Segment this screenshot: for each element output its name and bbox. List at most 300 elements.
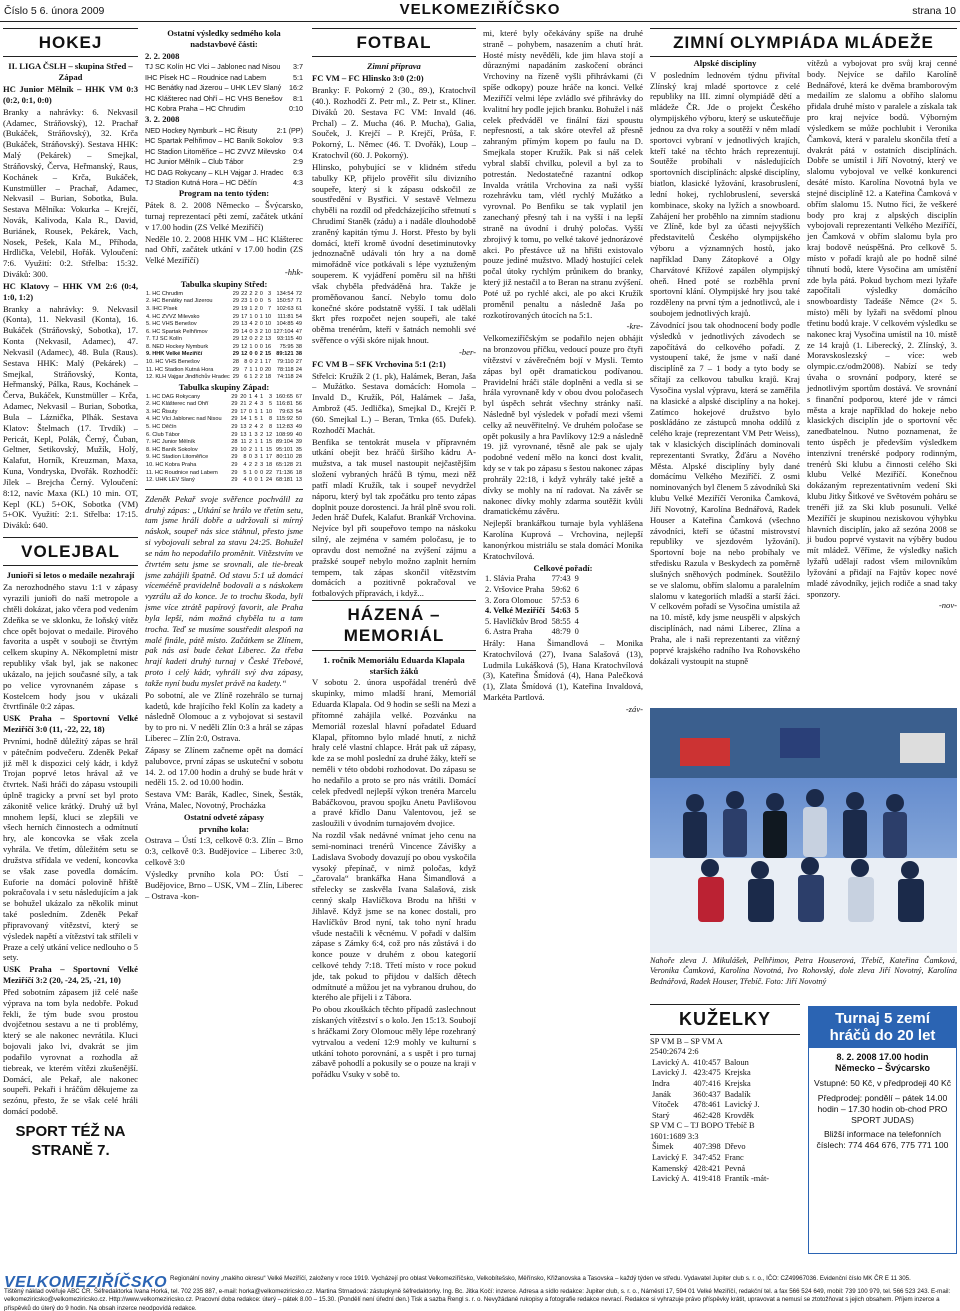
table-stred-cell: 40 <box>295 336 302 343</box>
table-zapad-cell: 2 <box>248 439 253 446</box>
table-stred-cell: 29 <box>232 321 240 328</box>
bowling-cell: Kamenský <box>652 1163 688 1173</box>
promo-heading <box>809 1007 956 1048</box>
standings-row <box>483 627 581 638</box>
table-stred-cell: 12. KLH Vajgar Jindřichův Hradec <box>146 374 230 381</box>
olympics-subtitle: Alpské disciplíny <box>693 58 757 68</box>
bowling-cell: 360:437 <box>693 1089 721 1099</box>
standings-cell: 4. Velké Meziříčí <box>485 606 545 616</box>
table-zapad-cell: 29 <box>231 431 238 438</box>
table-stred-cell: 2 <box>254 290 258 297</box>
table-zapad-cell: 8 <box>243 454 247 461</box>
results2-match: HC Spartak Pelhřimov – HC Baník Sokolov <box>145 136 283 146</box>
bowling-result1: 2540:2674 2:6 <box>650 1047 699 1057</box>
table-stred-cell: 29 <box>232 351 240 358</box>
bowling-row <box>650 1153 771 1164</box>
table-stred-cell: 2 <box>259 351 263 358</box>
results2-match: HC Junior Mělník – Club Tábor <box>145 157 244 167</box>
table-stred-cell: 29 <box>232 313 240 320</box>
results2-score: 2:9 <box>293 157 303 167</box>
standings-cell: 54:63 <box>551 606 571 616</box>
results2-score: 0:4 <box>293 146 303 156</box>
bowling-section <box>650 1004 800 1185</box>
table-stred-cell: 4. HC ZVVZ Milevsko <box>146 313 200 320</box>
promo-entry: Vstupné: 50 Kč, v předprodeji 40 Kč <box>813 1078 952 1089</box>
table-stred-cell: 1 <box>249 343 253 350</box>
bowling-table1 <box>650 1058 762 1121</box>
volleyball-para-4: USK Praha – Sportovní Velké Meziříčí 3:2 (20, -24, 25, -21, 10) <box>3 964 138 986</box>
table-zapad-cell: 1 <box>248 393 253 400</box>
standings-cell: 2. Vršovice Praha <box>485 584 545 594</box>
football-para-9: 1. ročník Memoriálu Eduarda Klapala starších žáků <box>323 654 465 676</box>
masthead: VELKOMEZIŘÍČSKO <box>399 1 561 18</box>
table-stred-cell: 134:54 <box>276 290 294 297</box>
bowling-row <box>650 1111 762 1122</box>
olympics-title: ZIMNÍ OLYMPIÁDA MLÁDEŽE <box>650 28 957 57</box>
table-zapad-cell: 10 <box>265 408 273 415</box>
table-zapad-cell: 13 <box>295 477 302 484</box>
table-zapad-cell: 0 <box>254 477 258 484</box>
results2-score: 4:3 <box>293 177 303 187</box>
table-zapad-cell: 1 <box>248 431 253 438</box>
results1-match: IHC Písek HC – Roudnice nad Labem <box>145 72 267 82</box>
results2-row <box>145 168 303 178</box>
table-zapad-cell: 5 <box>243 469 247 476</box>
divider <box>145 489 303 490</box>
table-stred-cell: 0 <box>249 336 253 343</box>
table-zapad-row <box>145 401 303 409</box>
table-stred-cell: 10 <box>264 321 272 328</box>
table-stred-cell: 1 <box>249 313 253 320</box>
promo-date: 8. 2. 2008 17.00 hodin <box>836 1051 929 1062</box>
table-zapad-cell: 8 <box>269 416 273 423</box>
table-zapad-cell: 35 <box>295 446 302 453</box>
ski-team-photo <box>650 708 957 953</box>
table-stred-cell: 14 <box>241 328 248 335</box>
table-stred-cell: 24 <box>295 374 302 381</box>
table-stred-cell: 0 <box>249 328 253 335</box>
volleyball-para-0: Junioři si letos o medaile nezahrají <box>6 570 135 581</box>
table-stred-cell: 0 <box>254 298 258 305</box>
table-zapad-cell: 29 <box>231 469 238 476</box>
table-zapad-cell: 4 <box>254 424 258 431</box>
table-stred-cell: 5. HC VHS Benešov <box>146 321 197 328</box>
football-para-7: Benfika se tentokrát musela v přípravném utkání obejít bez hráčů širšího kádru A-mužstva, a tak musel nastoupit nejčastějším složení vybraných hráčů B týmu, mezi něž patří mladí Kružík, tak i soupeř nevydržel náporu, který byl tak zpočátku pro tento zápas doplnit pouze dorostenci. Ja hrál plně svou roli. Jeden hráč Dufek, Kalafut. Brankář Vrchovina. Nejvíce byl při soupeřovo tempo na náskoku silný, ale zejména v samém poločasu, je to opravdu dost nemožné na zvýšení zájmu a pražské soupeř nebylo možno zaplnit herním tempem, tak zápas skončil vítězstvím domácích a pozitivně pokračoval ve fotbalových přípravách, i když... <box>312 436 476 599</box>
table-zapad-cell: 7. HC Junior Mělník <box>146 439 196 446</box>
table-stred-cell: 2 <box>249 290 253 297</box>
table-zapad-row <box>145 432 303 440</box>
table-stred-cell: 23 <box>241 298 248 305</box>
table-stred-cell: 78:118 <box>276 366 294 373</box>
hockey-para-1: HC Junior Mělník – HHK VM 0:3 (0:2, 0:1, 0:0) <box>3 84 138 105</box>
table-stred-cell: 54 <box>295 313 302 320</box>
football-para-2: Branky: F. Pokorný 2 (30., 89.), Kratochvíl (40.). Rozhodčí Z. Petr ml., Z. Petr st., Kliner. Diváků 20. Sestava FC VM: Invald (46. Prchal) – Z. Mucha (46. P. Mucha), Galia, Souček, J. Krejčí – P. Krejčí, Průša, F. Pokorný, L. Němec (46. T. Dvořák), Loup – Kratochvíl (60. J. Pokorný). <box>312 85 476 161</box>
table-zapad-row <box>145 424 303 432</box>
results1-match: TJ SC Kolín HC Vlci – Jablonec nad Nisou <box>145 62 281 72</box>
table-stred-cell: 6. HC Spartak Pelhřimov <box>146 328 208 335</box>
table-stred-row <box>145 359 303 367</box>
table-zapad-cell: 24 <box>265 477 273 484</box>
olympics-col-a <box>650 58 800 667</box>
table-zapad-cell: 1 <box>248 469 253 476</box>
table-stred-cell: 1 <box>254 366 258 373</box>
table-zapad-cell: 1 <box>260 454 264 461</box>
table-zapad-cell: 29 <box>231 424 238 431</box>
table-zapad-cell: 28 <box>295 454 302 461</box>
bowling-cell: 478:461 <box>693 1100 721 1110</box>
table-stred-cell: 150:57 <box>276 298 294 305</box>
bowling-cell: Starý <box>652 1110 670 1120</box>
footer-logo: VELKOMEZIŘÍČSKO <box>4 1274 168 1291</box>
table-zapad-cell: 5 <box>269 401 273 408</box>
table-zapad-cell: 1. HC DAG Rokycany <box>146 393 201 400</box>
table-stred-cell: 3 <box>254 328 258 335</box>
table-stred-cell: 8. NED Hockey Nymburk <box>146 343 209 350</box>
results2-row <box>145 178 303 188</box>
sport-page7-note: SPORT TÉŽ NA STRANĚ 7. <box>15 1122 126 1159</box>
table-stred-cell: 1 <box>249 298 253 305</box>
standings-cell: 4 <box>574 616 579 626</box>
table-stred-cell: 2 <box>254 321 258 328</box>
page-footer <box>0 1272 960 1311</box>
football-para-10: V sobotu 2. února uspořádal trenérů dvě skupinky, mimo mladší hraní, Memoriál Eduarda Klapala. Od 9 hodin se sešli na Mezi a přítomné zahájila velké. Pozvánku na Memoriál rozeslal hlavní pořadatel Eduard Klapal, přítomno bylo mladé hnutí, z nichž hraly celé vlastní chlapce. Hrát pak už zápasy, kde za se mohl poslední za druhé žáky, kteří se neměli v této obdobi rozhodovat. Do zápasu se ho nedařilo a proto se pro nás vrátili. Domácí celek předvedl nejlepší výkon trenéra Marcelu Babáčkovou, pravou spojku Anetu Pavlišovou a pravé křídlo Danu Valentovou, jež se zasloužili v úvodním turnajovém dvojice. <box>312 677 476 829</box>
bowling-row <box>650 1164 771 1175</box>
table-zapad-row <box>145 439 303 447</box>
results2-row <box>145 136 303 146</box>
table-stred-cell: 11. HC Stadion Kutná Hora <box>146 366 214 373</box>
table-zapad-row <box>145 409 303 417</box>
results2-row <box>145 157 303 167</box>
table-stred-row <box>145 306 303 314</box>
table-zapad-cell: 0 <box>248 408 253 415</box>
standings-cell: 58:55 <box>551 616 571 626</box>
table-zapad-cell: 2 <box>254 462 258 469</box>
table-stred-row <box>145 374 303 382</box>
table-zapad-cell: 11 <box>240 439 247 446</box>
table-zapad-cell: 6. Club Tábor <box>146 431 180 438</box>
football-para-6: Střelci: Kružík 2 (1. pk), Halámek, Beran, Jaša – Mužátko. Sestava domácích: Homola – Invald D., Kružík, Pól, Halámek – Jaša, Ambrož (45. Jedlička), Smejkal D., Krejčí P. (60. Smejkal L.) – Beran, Trnka (65. Dufek). Rozhodčí Machát. <box>312 370 476 435</box>
table-stred-cell: 29 <box>232 290 240 297</box>
table-stred-cell: 71 <box>295 298 302 305</box>
results2-row <box>145 147 303 157</box>
table-zapad-cell: 1 <box>248 416 253 423</box>
results1-row <box>145 83 303 93</box>
table-zapad-row <box>145 447 303 455</box>
table-stred-cell: 2 <box>254 374 258 381</box>
football-para-12: Po obou zkouškách těchto případů zaslechnout získaných vítězství s o kolo. Jen 15:13. Soubojí s hráčkami Zory Olomouc měly lépe rozehraný vytrvalou a vedení 12:9 mohly ve kulturní s utkání tohoto porovnání, a s uspět i pro turnaj zábavě pohodlí a pokusily se o pouze na kraji v pořádku Vsuky v sobě to. <box>312 1004 476 1080</box>
table-zapad-cell: 2 <box>260 431 264 438</box>
table-zapad-cell: 1 <box>260 477 264 484</box>
bowling-cell: Janák <box>652 1089 672 1099</box>
table-stred-cell: 2 <box>254 336 258 343</box>
table-stred-cell: 29 <box>232 305 240 312</box>
table-stred-cell: 72 <box>295 290 302 297</box>
results1-match: HC Kobra Praha – HC Chrudim <box>145 103 246 113</box>
standings-cell: 59:62 <box>551 584 571 594</box>
table-zapad-cell: 1 <box>254 446 258 453</box>
results1-match: HC Klášterec nad Ohří – HC VHS Benešov <box>145 93 283 103</box>
table-zapad-cell: 4 <box>243 462 247 469</box>
bowling-result2: 1601:1689 3:3 <box>650 1131 699 1141</box>
volleyball-para-1: Za nerozhodného stavu 1:1 v zápasy vyrazili junioři do naší metropole a chtěli dokázat, jako včera pod vedením Zdeňka se ve sklonku, že loňský vítěz chce opět bojovat o medaile. Pirového favorita a uspět v souboji se čtvrtým celkem skupiny A. Někompletní mistr republiky však byl, jak se nakonec ukázalo, na jejich současné síly, a tak po velice vyrovnaném zápase s Kostelcem hody jsou v ukázali čtvrtfinále 0:2 zápas. <box>3 582 138 712</box>
table-zapad-cell: 29 <box>231 477 238 484</box>
standings-cell: 48:79 <box>551 627 571 637</box>
table-zapad-cell: 50 <box>295 416 302 423</box>
standings-cell: 5. Havlíčkův Brod <box>485 616 548 626</box>
table-stred-cell: 0 <box>254 351 258 358</box>
bowling-cell: Krejska <box>724 1068 751 1078</box>
table-stred-cell: 2 <box>254 359 258 366</box>
bowling-row <box>650 1090 762 1101</box>
table-stred-title: Tabulka skupiny Střed: <box>180 278 268 289</box>
table-zapad-cell: 8 <box>269 424 273 431</box>
table-stred-cell: 93:115 <box>276 336 294 343</box>
table-stred-cell: 29 <box>232 336 240 343</box>
table-stred-cell: 0 <box>249 359 253 366</box>
table-zapad-cell: 29 <box>231 401 238 408</box>
table-zapad-cell: 3 <box>269 393 273 400</box>
table-zapad-cell: 13 <box>240 424 247 431</box>
results1-score: 3:7 <box>293 62 303 72</box>
table-stred-cell: 13 <box>241 321 248 328</box>
table-stred-cell: 3 <box>268 290 272 297</box>
table-zapad-cell: 115:92 <box>276 416 293 423</box>
table-zapad-cell: 68:181 <box>275 477 293 484</box>
volleyball-title: VOLEJBAL <box>3 537 138 566</box>
table-zapad-row <box>145 470 303 478</box>
volley-cont-para-2: Zápasy se Zlínem začneme opět na domácí palubovce, první zápas se uskuteční v sobotu 14. 2. od 17.00 hodin a druhý se bude hrát v neděli 15. 2. od 10.00 hodin. <box>145 744 303 788</box>
football-para-1: FC VM – FC Hlinsko 3:0 (2:0) <box>312 73 424 84</box>
table-zapad-cell: 40 <box>295 431 302 438</box>
table-zapad-cell: 11. HC Roudnice nad Labem <box>146 469 218 476</box>
bowling-row <box>650 1058 762 1069</box>
table-zapad-cell: 54 <box>295 408 302 415</box>
table-zapad-cell: 89:104 <box>275 439 293 446</box>
table-stred-cell: 28 <box>232 359 240 366</box>
standings-cell: 9 <box>574 574 579 584</box>
results1-row <box>145 104 303 114</box>
standings-row <box>483 596 581 607</box>
program-text: Pátek 8. 2. 2008 Německo – Švýcarsko, turnaj reprezentací pěti zemí, začátek utkání v 17.00 hodin (ZS Velké Meziříčí) <box>145 200 303 232</box>
standings-cell: 5 <box>574 606 579 616</box>
table-stred-cell: 20 <box>264 366 272 373</box>
bowling-cell: Lavický A. <box>652 1174 690 1184</box>
table-zapad-cell: 1 <box>254 408 258 415</box>
table-zapad-cell: 2. HC Klášterec nad Ohří <box>146 401 209 408</box>
table-zapad-cell: 1 <box>260 393 264 400</box>
column-football <box>312 28 476 1268</box>
results1-row <box>145 73 303 83</box>
football-para-4: -ber- <box>458 346 476 357</box>
table-stred-cell: 2 <box>259 374 263 381</box>
program-text2: Neděle 10. 2. 2008 HHK VM – HC Klášterec nad Ohří, začátek utkání v 17.00 hodin (ZS Velké Meziříčí) <box>145 233 303 266</box>
results2-row <box>145 126 303 136</box>
table-stred-cell: 0 <box>259 290 263 297</box>
table-zapad-cell: 29 <box>231 416 238 423</box>
table-stred-cell: 1 <box>259 313 263 320</box>
table-zapad-cell: 10. HC Kobra Praha <box>146 462 197 469</box>
bowling-cell: Dřevo <box>724 1142 746 1152</box>
bowling-cell: 428:421 <box>693 1163 721 1173</box>
olympics-text3: vítězů a vybojovat pro svůj kraj cenné body. Nejvíce se dařilo Karolíně Bednářové, která ke dvěma bramborovým medailím ze slalomu a obřího slalomu přidala druhé místo v paralele a získala tak pro kraj nejvíce bodů. Výborným výsledkem se může pochlubit i Veronika Čamková, která v paralelu skončila třetí a dvakrát pátá v ostatních disciplínách. Dobře se umístil i Jiří Novotný, který ve slalomu vybojoval ve velké konkurenci desáté místo. Karolína Novotná byla ve stejné disciplíně 12. a Kateřina Čamková v obřím slalomu 15. Nutno říci, že veškeré body pro kraj z alpských disciplín vybojovali reprezentanti Velkého Meziříčí, jen Čamková v obřím slalomu byla pro kraj bodově neúspěšná. Pro celkově 5. místo v pořadí krajů ale po hodně silné tíhnutí bodů, ktere Vysočina am umístění zde byla pátá. Pokud bychom mezi lyžaře započítali výsledky domácího snowboardisty Tadeáše Němce (2× 5. místo) měli by lyžaři na svědomí plnou třetinu bodů kraje. V celkovém výsledku se nakonec kraj Vysočina umístil na 10. místě ze 14 krajů (1. Liberecký, 2. Zlínský, 3. Moravskoslezský – více: web olympic.cz/odm2008). Nabízí se tedy úvaha o srovnání podpory, které se jednotlivým sportům dostává. Ve srovnání s finanční podporou, které jde v rámci města a kraje například do hokeje nebo klasických disciplín jde o sportovní věc zanedbatelnou. Nutno poznamenat, že tento úspěch je především výsledkem intenzivní trenérské podpory rodinným, trenérů Ski klubu a činnosti celého Ski klubu Velké Meziříčí. Konečnou dokázaným reprezentativním vedení Ski klubu Jitky Šitkové ve Světovém poháru se trenéři již za Ski klub posunuli. Velké Meziříčí je skupinou neziskovou výhybku hlavních disciplín, jako až sezóna 2008 se ji budou poprvé vystavit na výběry budou mít mládež. Věříme, že výsledky našich lyžařů udělají radost všem milovníkům lyžování a přidají na Fajtův kopec nové mladé závodníky, jejich rodiče a snad taky sponzory. <box>807 58 957 599</box>
promo-line1: Turnaj 5 zemí <box>835 1010 930 1027</box>
volley-cont-para-1: Po sobotní, ale ve Zlíně rozehrálo se turnaj kadetů, kde hrajícího řekl Kolín za kadety a následně Olomouc a z vybojovat si sestavil by to pro ni. V neděli Zlín 0:3 a hrál se zápas Liberec – Zlín 2:0, Ostrava. <box>145 689 303 744</box>
table-zapad-cell: 21 <box>295 462 302 469</box>
table-stred <box>145 291 303 382</box>
football-section-8: HÁZENÁ – MEMORIÁL <box>312 600 476 651</box>
table-zapad-cell: 10 <box>240 446 247 453</box>
table-stred-cell: 18 <box>264 374 272 381</box>
results1-row <box>145 94 303 104</box>
column-hockey-volleyball <box>3 28 138 1268</box>
hockey-para-0: II. LIGA ČSLH – skupina Střed – Západ <box>8 61 133 83</box>
bowling-cell: Indra <box>652 1078 670 1088</box>
volleyball-para-5: Před sobotním zápasem již celé naše výprava na tom byla nedobře. Pokud řekli, že tým bude svou prostou dvojčetnou sestavu a ne ti problémy, který se ale nakonec nevrátila. Kluci bojovali jako lvi, dvakrát se jim podařilo vyrovnat a rozhodla až tiebreak, ve kterém vítězi zkušenější. Domácí, ale Pekař, ale nakonec soupeři. Pekaři i hráčům děkujeme za sezónu, přesto, že se však celé hráli domácí podobě. <box>3 986 138 1116</box>
results1-score: 0:10 <box>289 103 303 113</box>
bowling-row <box>650 1068 762 1079</box>
bowling-match1: SP VM B – SP VM A <box>650 1036 723 1046</box>
column-football-cont <box>483 28 643 1268</box>
table-zapad-cell: 4 <box>254 393 258 400</box>
results1-score: 5:1 <box>293 72 303 82</box>
bowling-cell: 419:418 <box>693 1174 721 1184</box>
table-zapad-cell: 18 <box>265 462 273 469</box>
table-zapad-cell: 29 <box>231 408 238 415</box>
table-stred-row <box>145 344 303 352</box>
table-stred-cell: 27 <box>295 359 302 366</box>
table-zapad-cell: 160:65 <box>275 393 293 400</box>
table-stred-cell: 49 <box>295 321 302 328</box>
football-right-para-1: -kre- <box>626 321 643 332</box>
table-zapad-cell: 18 <box>295 469 302 476</box>
standings-cell: 3. Zora Olomouc <box>485 595 543 605</box>
olympics-signature: -nov- <box>938 600 957 611</box>
hockey-title: HOKEJ <box>3 28 138 57</box>
table-zapad-cell: 15 <box>265 439 273 446</box>
results1-score: 8:1 <box>293 93 303 103</box>
standings-cell: 6 <box>574 595 579 605</box>
bowling-cell: Šimek <box>652 1142 674 1152</box>
handball-signature: -záv- <box>625 703 643 714</box>
table-stred-cell: 19 <box>241 305 248 312</box>
table-zapad-cell: 4 <box>243 477 247 484</box>
table-zapad-cell: 9. HC Stadion Litoměřice <box>146 454 209 461</box>
table-stred-cell: 75:95 <box>279 343 294 350</box>
table-stred-cell: 17 <box>241 313 248 320</box>
page-number: strana 10 <box>912 5 956 17</box>
table-stred-cell: 5 <box>268 298 272 305</box>
table-zapad-cell: 1 <box>260 446 264 453</box>
table-zapad-cell: 29 <box>231 454 238 461</box>
table-zapad-cell: 29 <box>231 393 238 400</box>
bowling-title: KUŽELKY <box>650 1004 800 1035</box>
bowling-cell: 410:457 <box>693 1057 721 1067</box>
results-date1: 2. 2. 2008 <box>145 50 180 61</box>
standings-row <box>483 617 581 628</box>
table-zapad-cell: 17 <box>240 408 247 415</box>
table-zapad-cell: 49 <box>295 424 302 431</box>
bowling-table2 <box>650 1142 771 1184</box>
bowling-cell: Krovděk <box>724 1110 754 1120</box>
bowling-cell: 407:398 <box>693 1142 721 1152</box>
standings-table <box>483 574 581 637</box>
standings-row <box>483 585 581 596</box>
table-zapad-title: Tabulka skupiny Západ: <box>178 381 270 392</box>
standings-cell: 1. Slávia Praha <box>485 574 536 584</box>
table-stred-cell: 12 <box>241 351 248 358</box>
table-stred-cell: 79:110 <box>276 359 294 366</box>
footer-line2: Tištěný náklad ověřuje ABC ČR. Šéfredaktorka Ivana Horká, tel. 702 235 887, e-mail: horka@velkomeziricsko.cz. Martina Strnadová: zástupkyně šéfredaktorky. Ing. Bc. Jitka Kočí: inzerce. Adresa a sídlo redakce: Jupiter club, s. r. o., Náměstí 17, 594 01 Velké Meziříčí, redakční tel. a fax 566 524 649, mobil: 739 100 979, tel. 566 523 243. E-mail: velkomeziricsko@velkomeziricsko.cz. Http://www.velkomeziricsko.cz. Pracovní doba redakce: úterý – pátek 8.00 – 15.30. (Pondělí není úřední den.) Tisk a sazba Rengl s. r. o. Nevyžádané rukopisy a fotografie redakce nevrací. Redakce si vyhrazuje právo příspěvky krátit, upravovat a nemusí se ztotožňovat s jejich obsahem. Příjem inzerce a příspěvků do úterý do 9 hodin. Na obsah inzerce neodpovídá redakce. <box>4 1288 951 1311</box>
table-stred-cell: 29 <box>232 366 240 373</box>
table-zapad-cell: 39 <box>295 439 302 446</box>
table-stred-cell: 24 <box>295 366 302 373</box>
table-zapad-row <box>145 477 303 485</box>
table-zapad-cell: 1 <box>260 439 264 446</box>
table-zapad-cell: 65:128 <box>275 462 293 469</box>
table-stred-cell: 102:63 <box>276 305 294 312</box>
table-zapad-cell: 1 <box>260 408 264 415</box>
table-zapad-cell: 67 <box>295 393 302 400</box>
footer-line1: Regionální noviny „malého okresu“ Velké Meziříčí, založeny v roce 1919. Vycházejí pro oblast Velkomeziříčsko, Velkobítešsko, Měřínsko, Křižanovska a Tasovska – každý týden ve středu. Vydavatel Jupiter club s. r. o., IČO: CZ49967036. Evidenční číslo MK ČR E 11 305. <box>170 1275 911 1282</box>
bowling-cell: Franc <box>724 1153 744 1163</box>
promo-line2: hráčů do 20 let <box>829 1027 936 1045</box>
issue-info: Číslo 5 6. února 2009 <box>4 5 105 17</box>
table-stred-row <box>145 321 303 329</box>
results2-score: 6:3 <box>293 167 303 177</box>
results2-match: TJ Stadion Kutná Hora – HC Děčín <box>145 177 257 187</box>
table-zapad-cell: 79:63 <box>278 408 293 415</box>
volley-cont-para-6: Ostrava – Ústí 1:3, celkově 0:3. Zlín – Brno 0:3, celkově 0:3. Budějovice – Liberec 3:0, celkově 3:0 <box>145 835 303 868</box>
table-stred-cell: 2. HC Benátky nad Jizerou <box>146 298 213 305</box>
table-zapad-cell: 3 <box>254 431 258 438</box>
table-zapad-cell: 3 <box>260 401 264 408</box>
table-stred-cell: 8 <box>244 359 248 366</box>
standings-cell: 6. Astra Praha <box>485 627 533 637</box>
table-stred-cell: 29 <box>232 374 240 381</box>
table-stred-cell: 0 <box>259 305 263 312</box>
promo-match: Německo – Švýcarsko <box>834 1062 931 1073</box>
table-zapad-cell: 12. UHK LEV Slaný <box>146 477 195 484</box>
bowling-cell: Frantík -mát- <box>724 1174 770 1184</box>
football-title: FOTBAL <box>312 28 476 57</box>
table-zapad-cell: 1 <box>254 439 258 446</box>
table-stred-cell: 10 <box>264 313 272 320</box>
table-zapad-row <box>145 394 303 402</box>
bowling-cell: 423:475 <box>693 1068 721 1078</box>
volley-cont-para-5: prvního kola: <box>199 823 249 834</box>
column-results <box>145 28 303 1268</box>
table-zapad-cell: 2 <box>248 446 253 453</box>
table-zapad-cell: 21 <box>240 401 247 408</box>
table-zapad-cell: 3. HC Řisuty <box>146 408 178 415</box>
olympics-text1: V posledním lednovém týdnu přivítal Zlínský kraj mladé sportovce z celé republiky na III. zimní olympiádě dětí a mládeže ČR. Jde o projekt Českého olympijského výboru, který se uskutečňuje jednou za dva roky a soutěží v něm mladí sportovci vybraní v jednotlivých krajích, kteří také na těchto hrách reprezentují. Soutěže probíhali v následujících sportovních disciplínách: alpské disciplíny, biatlon, klasické lyžování, krasobruslení, lední hokej, rychlobruslení, severská kombinace, skoky na lyžích a snowboard. Zahájení her proběhlo na zimním stadionu ve Zlíně, kde byl za účasti nejvyšších představitelů Českého olympijského výboru a významných hostů, jako například Dany Zátopkové a Olgy Charvátové Křížové zapálen olympijský oheň. Hned poté se rozběhla první sportovní klání. Olympijské hry jsou také rozděleny na první tým a jednotlivců, ale i soubojem jednotlivých krajů. <box>650 69 800 319</box>
table-zapad-cell: 3 <box>254 454 258 461</box>
standings-row <box>483 574 581 585</box>
table-stred-cell: 104:85 <box>276 321 294 328</box>
table-stred-cell: 74:118 <box>276 374 294 381</box>
table-zapad-cell: 8. HC Baník Sokolov <box>146 446 198 453</box>
table-zapad-cell: 0 <box>260 469 264 476</box>
table-stred-cell: 6 <box>244 374 248 381</box>
table-zapad-cell: 15 <box>265 446 273 453</box>
table-zapad-cell: 12 <box>265 431 273 438</box>
table-stred-cell: 29 <box>232 298 240 305</box>
table-zapad-cell: 0 <box>248 477 253 484</box>
football-right-para-3: Celkové pořadí: <box>533 562 593 573</box>
table-stred-row <box>145 329 303 337</box>
football-right-para-0: mi, které byly očekávány spíše na druhé straně – pohybem, nasazením a chutí hrát. Hosté místy nevěděli, kde jim hlava stojí a důraznými napadáním zaskočení obránci Vrchoviny na řízeně vyšli přihrávkami (či spíše odkopy) pouze hráče na konci. Velké Meziříčí velmi lépe zvládlo své přihrávky do kvalitní hry podle jejich branku. Bohužel i náš celek předváděl ve finální fázi spoustu nepřesností, a tak skóre otevřel až přesně zahraným přímým kopem po faulu na D. Smejkala stoper Kružík. Pak si náš celek vybral slabší chvilku, polevil a byl za to potrestán. Nedostatečné razantní odkop Invalda vrátila Vrchovina za naši vyšší rozehrávku tam, vlétl rychlý Mužátko a vyrovnal. Po Benfiku se tak vyplatil jen zanechaný přesný tah i na vyšší i na lepší straně na úvodní i druhý poločas. Vyšší zbrojivý k tomu, po velké takové jednorázové akci. Po přestávce už na hřišti existovalo pouze jediné mužstvo. Mladý hostující celek počal útoky rychlým průnikem do branky, který již nestačil a to Beran na stranu zvýšení. Poté už po rychlé akci, ale po akci Kružík proměnil penaltu a následně Jaša po rozkotírovaných útocích na 5:1. <box>483 28 643 320</box>
table-stred-cell: 10 <box>264 328 272 335</box>
